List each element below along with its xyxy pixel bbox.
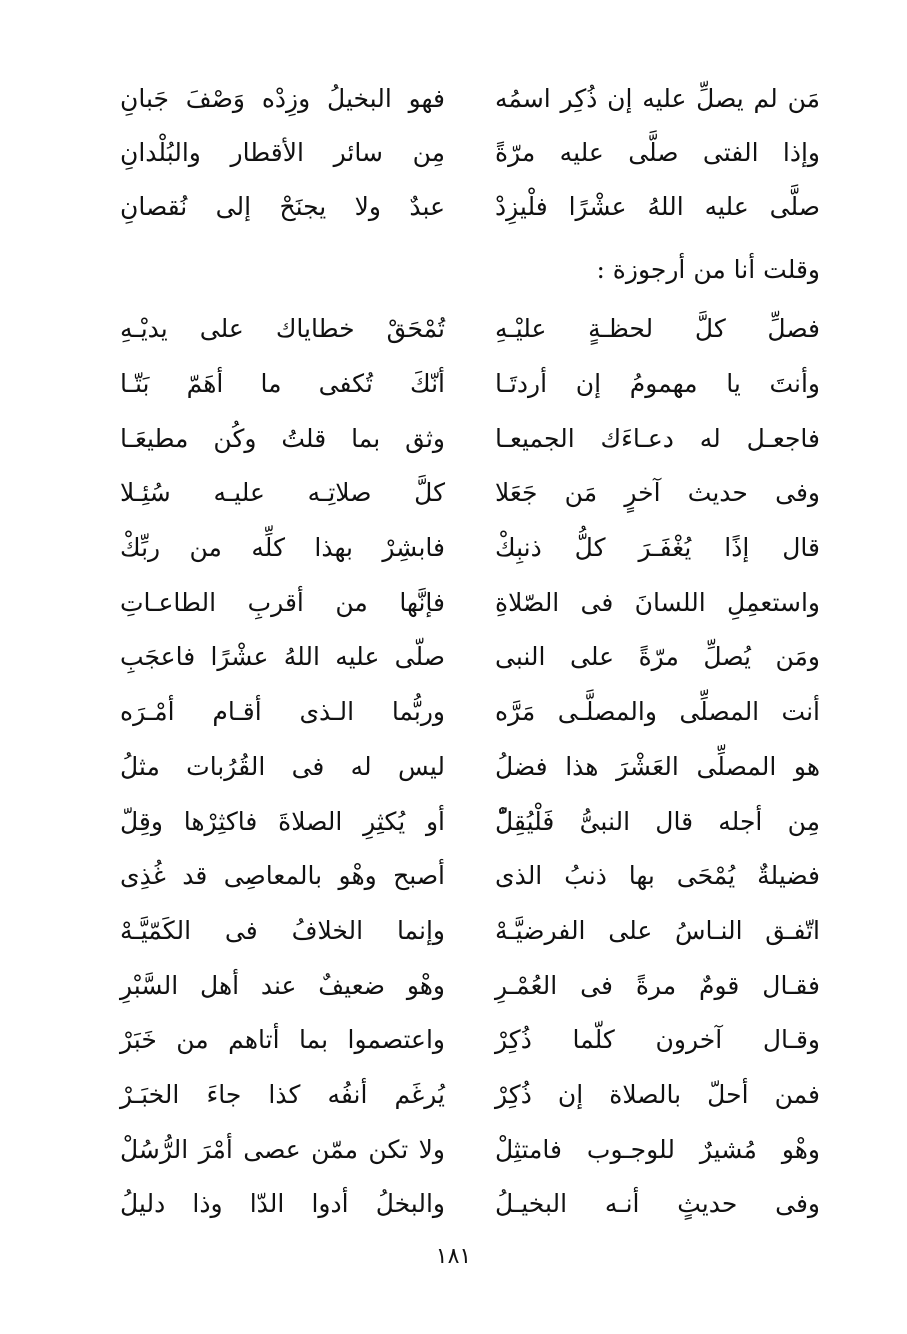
opening-poem xyxy=(120,72,820,234)
first-hemistich: وهْو مُشيرٌ للوجـوب فامتثِلْ xyxy=(495,1134,820,1164)
first-hemistich: فمن أحلّ بالصلاة إن ذُكِرْ xyxy=(495,1079,820,1109)
verse-line xyxy=(120,685,820,740)
verse-line xyxy=(120,958,820,1013)
second-hemistich: كلَّ صلاتِـه عليـه سُئِـلا xyxy=(120,478,445,508)
first-hemistich: وإذا الفتى صلَّى عليه مرّةً xyxy=(495,138,820,167)
verse-line xyxy=(120,1013,820,1068)
first-hemistich: قال إذًا يُغْفَـرَ كلُّ ذنبِكْ xyxy=(495,533,820,563)
second-hemistich: واعتصموا بما أتاهم من خَبَرْ xyxy=(120,1025,445,1055)
second-hemistich: عبدٌ ولا يجنَحْ إلى نُقصانِ xyxy=(120,192,445,221)
second-hemistich: ولا تكن ممّن عصى أمْرَ الرُّسُلْ xyxy=(120,1134,445,1164)
second-hemistich: ليس له فى القُرُبات مثلُ xyxy=(120,751,445,781)
verse-line xyxy=(120,521,820,576)
verse-line xyxy=(120,411,820,466)
verse-line xyxy=(120,904,820,959)
second-hemistich: وربُّما الـذى أقـام أمْـرَه xyxy=(120,697,445,727)
first-hemistich: مَن لم يصلِّ عليه إن ذُكِر اسمُه xyxy=(495,84,820,113)
verse-line xyxy=(120,740,820,795)
second-hemistich: صلّى عليه اللهُ عشْرًا فاعجَبِ xyxy=(120,642,445,672)
second-hemistich: وإنما الخلافُ فى الكَمّيَّـهْ xyxy=(120,915,445,945)
verse-line xyxy=(120,126,820,180)
second-hemistich: فإنَّها من أقربِ الطاعـاتِ xyxy=(120,587,445,617)
verse-line xyxy=(120,72,820,126)
first-hemistich: وقـال آخرون كلّما ذُكِرْ xyxy=(495,1025,820,1055)
verse-line xyxy=(120,1122,820,1177)
verse-line xyxy=(120,849,820,904)
first-hemistich: فاجعـل له دعـاءَك الجميعـا xyxy=(495,423,820,453)
first-hemistich: فضيلةٌ يُمْحَى بها ذنبُ الذى xyxy=(495,861,820,891)
second-hemistich: أنّكَ تُكفى ما أهَمّ بَتّـا xyxy=(120,369,445,399)
intro-line: وقلت أنا من أرجوزة : xyxy=(596,255,820,284)
verse-line xyxy=(120,357,820,412)
first-hemistich: وفى حديثٍ أنـه البخيـلُ xyxy=(495,1189,820,1219)
first-hemistich: اتّفـق النـاسُ على الفرضيَّـهْ xyxy=(495,915,820,945)
verse-line xyxy=(120,1177,820,1232)
first-hemistich: صلَّى عليه اللهُ عشْرًا فلْيزِدْ xyxy=(495,192,820,221)
second-hemistich: وثق بما قلتُ وكُن مطيعَـا xyxy=(120,423,445,453)
verse-line xyxy=(120,180,820,234)
verse-line xyxy=(120,466,820,521)
first-hemistich: مِن أجله قال النبىُّ فَلْيُقِلّْ xyxy=(495,806,820,836)
second-hemistich: أو يُكثِرِ الصلاةَ فاكثِرْها وقِلّ xyxy=(120,806,445,836)
second-hemistich: يُرغَم أنفُه كذا جاءَ الخبَـرْ xyxy=(120,1079,445,1109)
verse-line xyxy=(120,302,820,357)
second-hemistich: أصبح وهْو بالمعاصِى قد غُذِى xyxy=(120,861,445,891)
second-hemistich: وهْو ضعيفٌ عند أهل السَّبْرِ xyxy=(120,970,445,1000)
first-hemistich: فصلِّ كلَّ لحظـةٍ عليْـهِ xyxy=(495,314,820,344)
second-hemistich: فابشِرْ بهذا كلِّه من ربِّكْ xyxy=(120,533,445,563)
second-hemistich: مِن سائر الأقطار والبُلْدانِ xyxy=(120,138,445,167)
first-hemistich: وأنتَ يا مهمومُ إن أردتَـا xyxy=(495,369,820,399)
first-hemistich: هو المصلِّى العَشْرَ هذا فضلُ xyxy=(495,751,820,781)
urjuza-poem xyxy=(120,302,820,1232)
verse-line xyxy=(120,794,820,849)
page-number: ١٨١ xyxy=(435,1244,472,1269)
first-hemistich: واستعمِلِ اللسانَ فى الصّلاةِ xyxy=(495,587,820,617)
verse-line xyxy=(120,630,820,685)
first-hemistich: فقـال قومٌ مرةً فى العُمْـرِ xyxy=(495,970,820,1000)
first-hemistich: ومَن يُصلِّ مرّةً على النبى xyxy=(495,642,820,672)
verse-line xyxy=(120,575,820,630)
first-hemistich: وفى حديث آخرٍ مَن جَعَلا xyxy=(495,478,820,508)
second-hemistich: والبخلُ أدوا الدّا وذا دليلُ xyxy=(120,1189,445,1219)
second-hemistich: فهو البخيلُ وزِدْه وَصْفَ جَبانِ xyxy=(120,84,445,113)
first-hemistich: أنت المصلِّى والمصلَّـى مَرَّه xyxy=(495,697,820,727)
second-hemistich: تُمْحَقْ خطاياك على يديْـهِ xyxy=(120,314,445,344)
verse-line xyxy=(120,1068,820,1123)
